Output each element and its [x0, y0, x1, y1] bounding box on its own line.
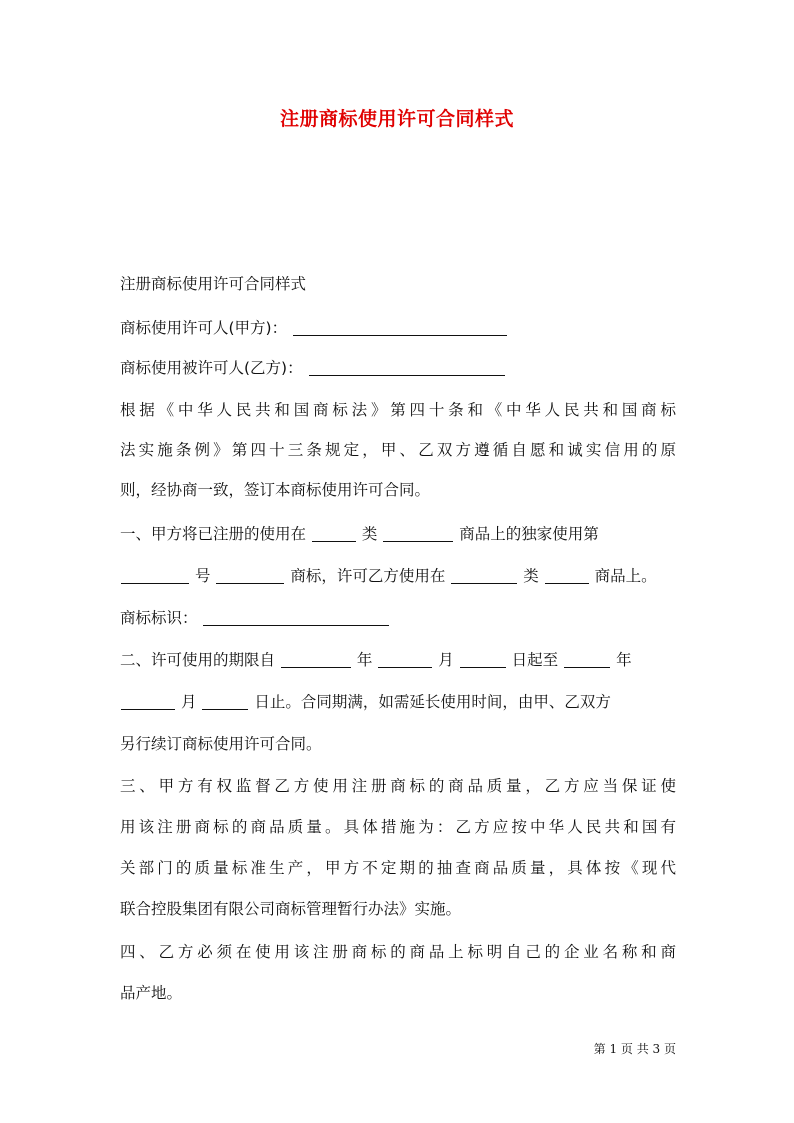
- text: 关部门的质量标准生产，甲方不定期的抽查商品质量，具体按《现代: [120, 859, 676, 877]
- document-title: 注册商标使用许可合同样式: [279, 108, 514, 130]
- text: 用该注册商标的商品质量。具体措施为：乙方应按中华人民共和国有: [120, 818, 676, 836]
- text: 类: [523, 567, 539, 585]
- clause-two-line-1: [120, 644, 632, 676]
- text: 联合控股集团有限公司商标管理暂行办法》实施。: [120, 900, 462, 918]
- licensor-blank: [293, 317, 507, 336]
- text: 品产地。: [120, 984, 183, 1002]
- clause-two-line-2: [120, 686, 611, 718]
- start-day-blank: [460, 649, 506, 668]
- text: 商标标识：: [120, 609, 198, 627]
- text: 三、甲方有权监督乙方使用注册商标的商品质量，乙方应当保证使: [120, 777, 676, 795]
- text: 日起至: [511, 651, 559, 669]
- start-month-blank: [378, 649, 432, 668]
- text: 四、乙方必须在使用该注册商标的商品上标明自己的企业名称和商: [120, 943, 676, 961]
- paragraph-line: [120, 394, 676, 426]
- goods-blank: [383, 523, 453, 542]
- start-year-blank: [281, 649, 351, 668]
- clause-one-line-1: [120, 518, 599, 550]
- text: 月: [438, 651, 454, 669]
- text: 商标，许可乙方使用在: [290, 567, 446, 585]
- paragraph-line: [120, 811, 676, 843]
- paragraph-line: [120, 936, 676, 968]
- page-footer: 第 1 页 共 3 页: [593, 1042, 676, 1056]
- trademark-logo-blank: [203, 607, 389, 626]
- paragraph-heading: [120, 268, 306, 300]
- text: 年: [616, 651, 632, 669]
- text: 年: [356, 651, 373, 669]
- text: 类: [361, 525, 378, 543]
- end-year-blank: [564, 649, 610, 668]
- text: 商品上的独家使用第: [459, 525, 599, 543]
- text: 号: [194, 567, 211, 585]
- text: 日止。合同期满，如需延长使用时间，由甲、乙双方: [254, 693, 611, 711]
- trademark-blank: [216, 565, 284, 584]
- class-blank: [451, 565, 517, 584]
- licensee-line: [120, 352, 506, 384]
- paragraph-line: [120, 977, 182, 1009]
- licensee-label: 商标使用被许可人(乙方)：: [120, 359, 303, 377]
- text: 根据《中华人民共和国商标法》第四十条和《中华人民共和国商标: [120, 401, 676, 419]
- paragraph-line: [120, 728, 322, 760]
- end-day-blank: [202, 691, 248, 710]
- text: 注册商标使用许可合同样式: [120, 275, 307, 293]
- trademark-logo-line: [120, 602, 390, 634]
- end-month-blank: [121, 691, 175, 710]
- text: 则，经协商一致，签订本商标使用许可合同。: [120, 481, 431, 499]
- licensor-label: 商标使用许可人(甲方)：: [120, 319, 288, 337]
- goods-blank: [545, 565, 589, 584]
- class-blank: [312, 523, 356, 542]
- text: 二、许可使用的期限自: [120, 651, 276, 669]
- paragraph-line: [120, 852, 676, 884]
- paragraph-line: [120, 893, 461, 925]
- text: 另行续订商标使用许可合同。: [120, 735, 322, 753]
- text: 一、甲方将已注册的使用在: [120, 525, 307, 543]
- paragraph-line: [120, 434, 676, 466]
- licensee-blank: [309, 357, 505, 376]
- paragraph-line: [120, 474, 430, 506]
- licensor-line: [120, 312, 508, 344]
- text: 月: [180, 693, 197, 711]
- paragraph-line: [120, 770, 676, 802]
- text: 商品上。: [594, 567, 657, 585]
- registration-number-blank: [121, 565, 189, 584]
- clause-one-line-2: [120, 560, 657, 592]
- text: 法实施条例》第四十三条规定，甲、乙双方遵循自愿和诚实信用的原: [120, 441, 676, 459]
